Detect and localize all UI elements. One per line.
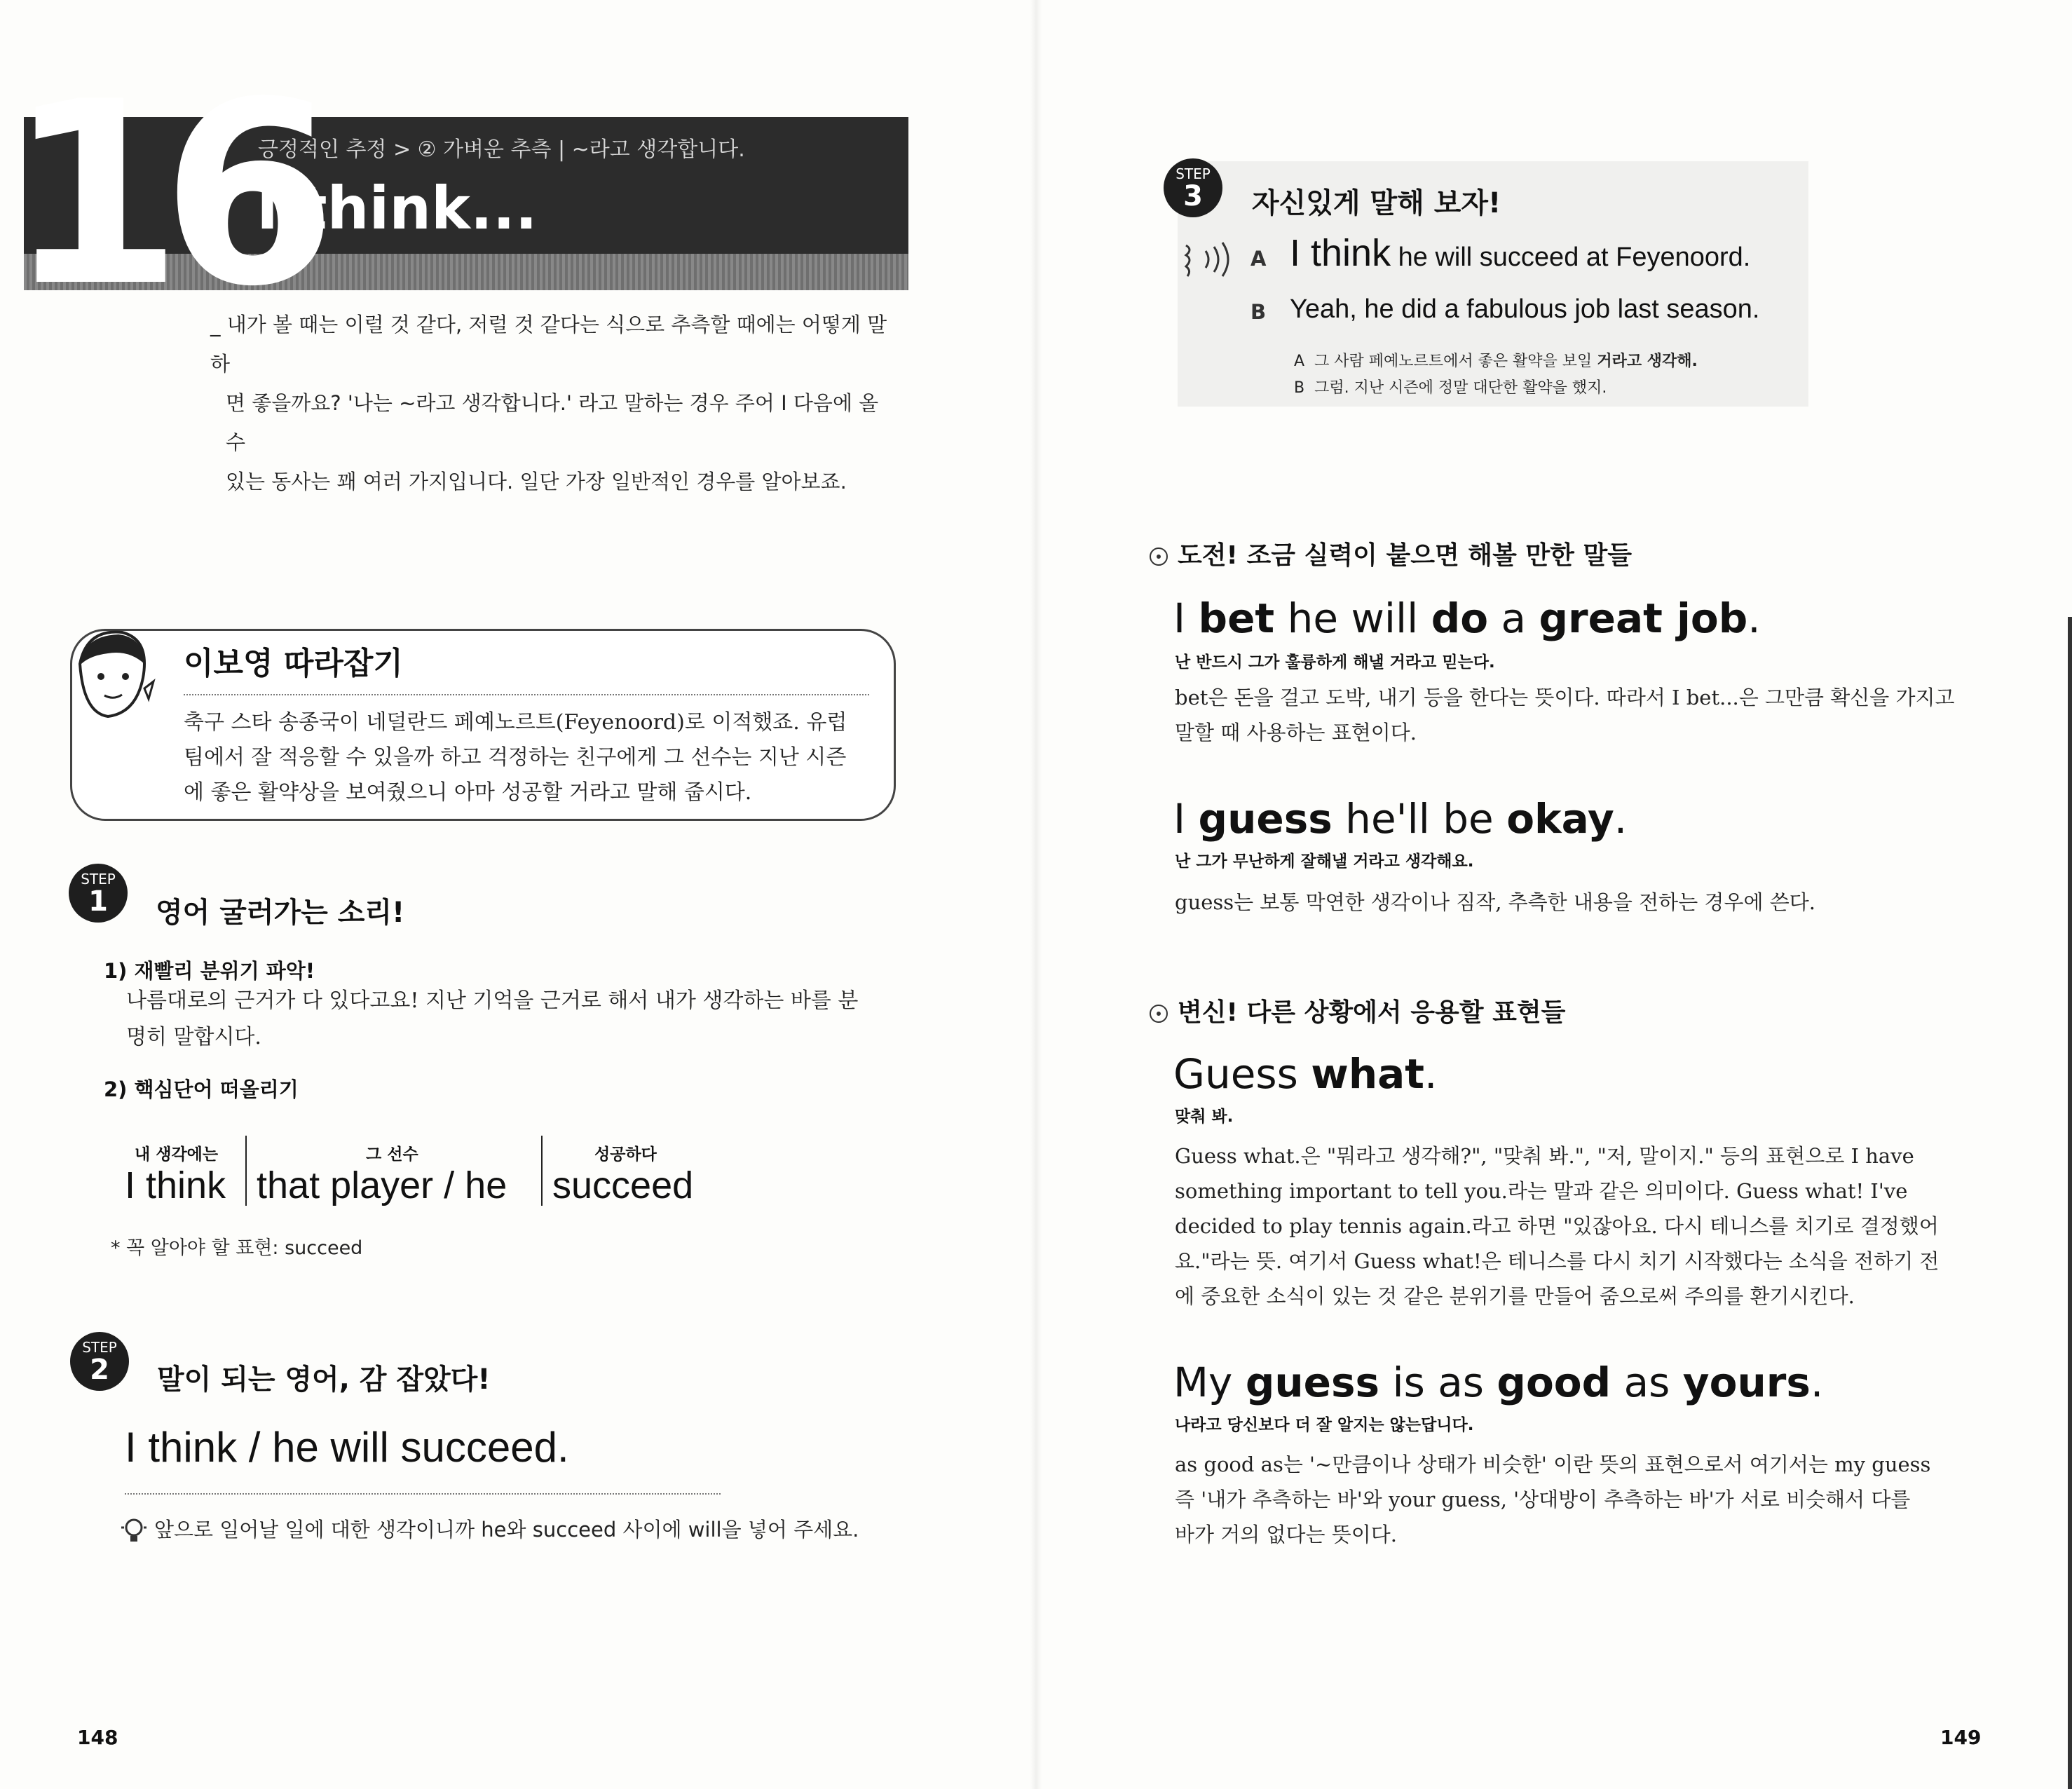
expression-my-guess: My guess is as good as yours. <box>1173 1359 1824 1406</box>
step1-note: * 꼭 알아야 할 표현: succeed <box>111 1237 363 1259</box>
audio-icon <box>1178 238 1234 280</box>
section-transform-title: 변신! 다른 상황에서 응용할 표현들 <box>1150 993 1565 1028</box>
expression-bet-ko: 난 반드시 그가 훌륭하게 해낼 거라고 믿는다. <box>1175 653 1495 672</box>
page-number-left: 148 <box>77 1726 118 1749</box>
book-spine <box>1030 0 1042 1789</box>
step2-tip: 앞으로 일어날 일에 대한 생각이니까 he와 succeed 사이에 will을 넣어 주세요. <box>119 1514 859 1547</box>
step2-title: 말이 되는 영어, 감 잡았다! <box>157 1363 491 1396</box>
step1-title: 영어 굴러가는 소리! <box>156 897 405 929</box>
keyword-ko-3: 성공하다 <box>594 1145 657 1164</box>
expression-my-guess-ko: 나라고 당신보다 더 잘 알지는 않는답니다. <box>1175 1416 1474 1434</box>
step2-sentence: I think / he will succeed. <box>125 1424 569 1471</box>
dialogue-ko-b: B 그럼. 지난 시즌에 정말 대단한 활약을 했지. <box>1294 379 1607 397</box>
step3-badge: STEP 3 <box>1164 158 1222 217</box>
intro-text: _ 내가 볼 때는 이럴 것 같다, 저럴 것 같다는 식으로 추측할 때에는 어떻게 말하 면 좋을까요? '나는 ~라고 생각합니다.' 라고 말하는 경우 주어 I 다음에 올 수 있는 동사는 꽤 여러 가지입니다. 일단 가장 일반적인 경우를 알아보죠. <box>210 313 887 494</box>
keyword-separator <box>541 1136 543 1206</box>
keyword-en-3: succeed <box>552 1164 694 1206</box>
dialogue-line-b: Yeah, he did a fabulous job last season. <box>1290 294 1760 324</box>
page-number-right: 149 <box>1940 1726 1982 1749</box>
lesson-title: I think... <box>257 174 538 243</box>
step2-badge: STEP 2 <box>70 1332 129 1391</box>
lightbulb-icon <box>119 1515 149 1547</box>
keyword-en-2: that player / he <box>257 1164 507 1206</box>
section-bullet-icon <box>1150 1005 1168 1023</box>
expression-bet: I bet he will do a great job. <box>1173 594 1761 642</box>
expression-my-guess-body: as good as는 '~만큼이나 상태가 비슷한' 이란 뜻의 표현으로서 여기서는 my guess 즉 '내가 추측하는 바'와 your guess, '상대방이 추측하는 바'가 서로 비슷해서 다를 바가 거의 없다는 뜻이다. <box>1175 1453 1931 1546</box>
expression-bet-body: bet은 돈을 걸고 도박, 내기 등을 한다는 뜻이다. 따라서 I bet...은 그만큼 확신을 가지고 말할 때 사용하는 표현이다. <box>1175 686 1955 744</box>
keyword-ko-2: 그 선수 <box>366 1145 418 1164</box>
step2-divider <box>125 1493 721 1495</box>
section-bullet-icon <box>1150 547 1168 566</box>
lesson-number: 16 <box>7 48 316 341</box>
keyword-separator <box>245 1136 247 1206</box>
expression-guess-body: guess는 보통 막연한 생각이나 짐작, 추측한 내용을 전하는 경우에 쓴다. <box>1175 890 1815 914</box>
expression-guess-what-ko: 맞춰 봐. <box>1175 1108 1234 1126</box>
keyword-en-1: I think <box>125 1164 226 1206</box>
section-challenge-title: 도전! 조금 실력이 붙으면 해볼 만한 말들 <box>1150 536 1632 571</box>
callout-divider <box>184 694 869 695</box>
step1-badge: STEP 1 <box>69 864 128 923</box>
step1-sub2-title: 2) 핵심단어 떠올리기 <box>104 1077 299 1101</box>
callout-title: 이보영 따라잡기 <box>184 646 403 681</box>
step1-sub1-body: 나름대로의 근거가 다 있다고요! 지난 기억을 근거로 해서 내가 생각하는 바를 분 명히 말합시다. <box>126 988 859 1049</box>
speaker-b: B <box>1250 300 1267 324</box>
expression-guess-what-body: Guess what.은 "뭐라고 생각해?", "맞춰 봐.", "저, 말이지." 등의 표현으로 I have something important to tell you.라는 말과 같은 의미이다. Guess what! I've decided to play tennis again.라고 하면 "있잖아요. 다시 테니스를 치기로 결정했어 요."라는 뜻. 여기서 Guess what!은 테니스를 다시 치기 시작했다는 소식을 전하기 전 에 중요한 소식이 있는 것 같은 분위기를 만들어 줌으로써 주의를 환기시킨다. <box>1175 1144 1940 1308</box>
step3-title: 자신있게 말해 보자! <box>1252 187 1501 219</box>
step1-sub1-title: 1) 재빨리 분위기 파악! <box>104 959 315 983</box>
dialogue-ko-a: A 그 사람 페예노르트에서 좋은 활약을 보일 거라고 생각해. <box>1294 353 1698 370</box>
speaker-a: A <box>1250 247 1267 271</box>
expression-guess-what: Guess what. <box>1173 1050 1438 1098</box>
expression-guess: I guess he'll be okay. <box>1173 795 1628 843</box>
cartoon-face-icon <box>66 622 157 727</box>
expression-guess-ko: 난 그가 무난하게 잘해낼 거라고 생각해요. <box>1175 852 1474 871</box>
dialogue-line-a: I think he will succeed at Feyenoord. <box>1290 232 1751 274</box>
lesson-category: 긍정적인 추정 > ② 가벼운 추측 | ~라고 생각합니다. <box>258 137 745 162</box>
keyword-ko-1: 내 생각에는 <box>135 1145 219 1164</box>
callout-body: 축구 스타 송종국이 네덜란드 페예노르트(Feyenoord)로 이적했죠. 유럽 팀에서 잘 적응할 수 있을까 하고 걱정하는 친구에게 그 선수는 지난 시즌 에 좋은 활약상을 보여줬으니 아마 성공할 거라고 말해 줍시다. <box>184 710 847 805</box>
